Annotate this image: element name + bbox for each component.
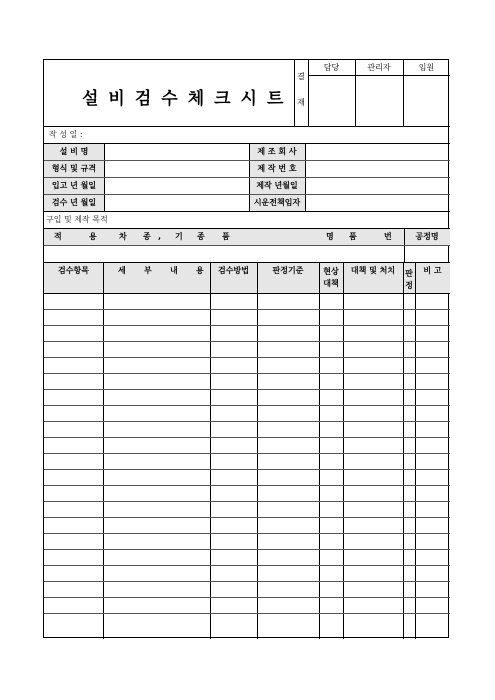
- approval-col-staff: 담당: [323, 63, 340, 72]
- inspection-table-body[interactable]: [45, 294, 449, 638]
- label-equipment-name: 설 비 명: [59, 147, 89, 156]
- label-serial-number: 제 작 번 호: [257, 164, 297, 173]
- field-manufacture-date[interactable]: [306, 178, 449, 194]
- header-action-taken: 대책 및 처치: [350, 266, 396, 275]
- field-arrival-date[interactable]: [105, 178, 248, 194]
- applicable-char-11: 번: [384, 232, 392, 241]
- label-manufacturer: 제 조 회 사: [257, 147, 297, 156]
- header-inspection-item: 검수항목: [58, 266, 89, 275]
- approval-sign-manager[interactable]: [356, 76, 402, 125]
- applicable-char-3: 차: [119, 232, 127, 241]
- header-detail-char-3: 내: [170, 266, 178, 275]
- header-remarks: 비 고: [423, 266, 442, 275]
- approval-sign-staff[interactable]: [309, 76, 354, 125]
- header-detail-char-1: 세: [118, 266, 126, 275]
- document-title: 설비검수체크시트: [82, 89, 294, 109]
- header-judgment-bottom: 정: [405, 281, 413, 290]
- label-model-spec: 형식 및 규격: [51, 164, 97, 173]
- field-model-spec[interactable]: [105, 161, 248, 177]
- header-inspection-method: 검수방법: [218, 266, 249, 275]
- header-countermeasure-top: 현상: [323, 267, 339, 276]
- author-date-field[interactable]: [104, 127, 444, 142]
- approval-label-top: 결: [297, 72, 305, 81]
- field-inspection-date[interactable]: [105, 195, 248, 211]
- header-judgment-criteria: 판정기준: [272, 266, 304, 275]
- label-commissioning-lead: 시운전책임자: [253, 198, 301, 207]
- applicable-vehicle-part-field[interactable]: [45, 246, 403, 262]
- applicable-char-7: 종: [197, 232, 205, 241]
- approval-col-executive: 임원: [418, 63, 435, 72]
- author-date-label: 작 성 일 :: [49, 130, 83, 139]
- header-detail-char-4: 용: [196, 266, 204, 275]
- purpose-field[interactable]: [124, 212, 444, 227]
- applicable-char-5: ,: [158, 232, 162, 241]
- applicable-char-6: 기: [175, 232, 183, 241]
- inspection-checksheet: [43, 59, 449, 638]
- applicable-char-8: 품: [222, 232, 230, 241]
- approval-sign-executive[interactable]: [404, 76, 449, 125]
- applicable-char-1: 적: [54, 232, 62, 241]
- header-judgment-top: 판: [405, 269, 413, 278]
- header-countermeasure-bottom: 대책: [323, 279, 339, 288]
- applicable-char-2: 용: [89, 232, 97, 241]
- applicable-process-field[interactable]: [405, 246, 449, 262]
- applicable-process-name: 공정명: [415, 232, 439, 241]
- label-inspection-date: 검수 년 월일: [51, 198, 97, 207]
- approval-col-manager: 관리자: [367, 63, 391, 72]
- field-manufacturer[interactable]: [306, 144, 449, 160]
- approval-divider: [294, 60, 295, 126]
- field-commissioning-lead[interactable]: [306, 195, 449, 211]
- applicable-char-10: 품: [349, 232, 357, 241]
- applicable-char-4: 종: [143, 232, 151, 241]
- applicable-char-9: 명: [326, 232, 334, 241]
- field-equipment-name[interactable]: [105, 144, 248, 160]
- label-manufacture-date: 제작 년월일: [256, 181, 298, 190]
- approval-label-bottom: 재: [297, 98, 305, 107]
- purpose-label: 구입 및 제작 목적: [46, 215, 108, 224]
- field-serial-number[interactable]: [306, 161, 449, 177]
- label-arrival-date: 입고 년 월일: [51, 181, 97, 190]
- header-detail-char-2: 부: [144, 266, 152, 275]
